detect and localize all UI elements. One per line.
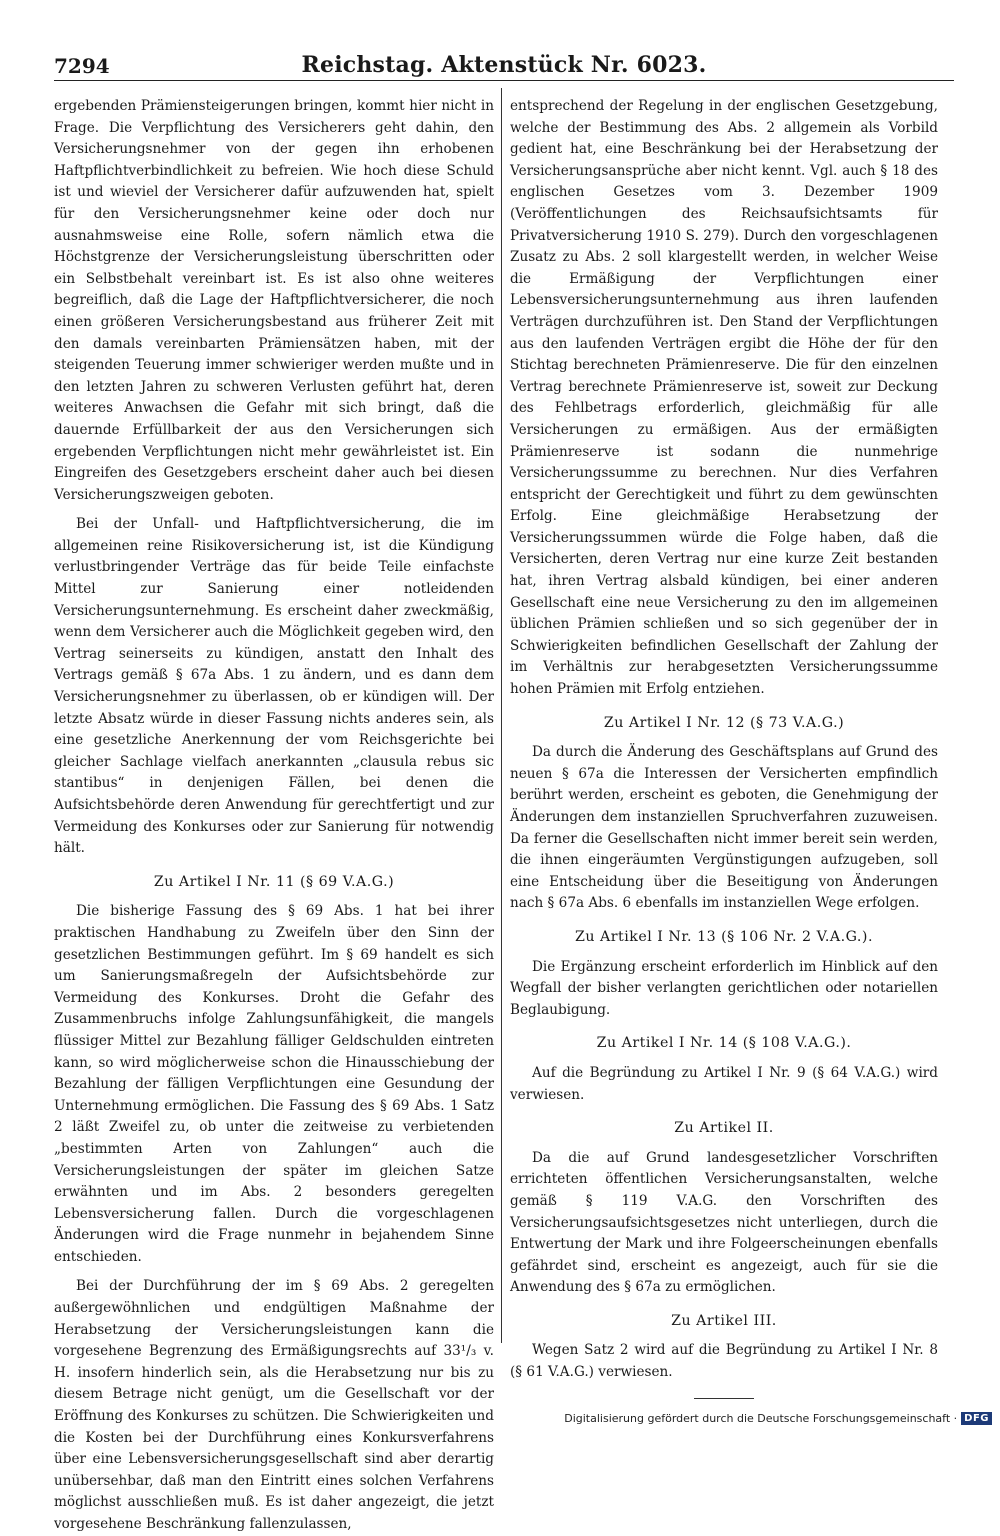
left-column (54, 96, 494, 1536)
paragraph: Die bisherige Fassung des § 69 Abs. 1 hat bei ihrer praktischen Handhabung zu Zweifeln über den Sinn der gesetzlichen Bestimmungen geführt. Im § 69 handelt es sich um Sanierungsmaßregeln der Aufsichtsbehörde zur Vermeidung des Konkurses. Droht die Gefahr des Zusammenbruchs infolge Zahlungsunfähigkeit, die mangels flüssiger Mittel zur Bezahlung fälliger Geldschulden eintreten kann, so wird möglicherweise schon die Hinausschiebung der Bezahlung der fälligen Verpflichtungen eine Gesundung der Unternehmung ermöglichen. Die Fassung des § 69 Abs. 1 Satz 2 läßt Zweifel zu, ob unter die zeitweise zu verbietenden „bestimmten Arten von Zahlungen“ auch die Versicherungsleistungen der später im gleichen Satze erwähnten und im Abs. 2 besonders geregelten Lebensversicherung fallen. Durch die vorgeschlagenen Änderungen wird die Frage nunmehr in bejahendem Sinne entschieden. (54, 903, 494, 1265)
paragraph: ergebenden Prämiensteigerungen bringen, kommt hier nicht in Frage. Die Verpflichtung des Versicherers geht dahin, den Versicherungsnehmer von der gegen ihn erhobenen Haftpflichtverbindlichkeit zu befreien. Wie hoch diese Schuld ist und wieviel der Versicherer dafür aufzuwenden hat, spielt für den Versicherungsnehmer keine oder doch nur ausnahmsweise eine Rolle, sofern nämlich etwa die Höchstgrenze der Versicherungsleistung überschritten oder ein Selbstbehalt vereinbart ist. Es ist also ohne weiteres begreiflich, daß die Lage der Haftpflichtversicherer, die noch einen größeren Versicherungsbestand aus früherer Zeit mit den damals vereinbarten Prämiensätzen haben, mit der steigenden Teuerung immer schwieriger werden mußte und in den letzten Jahren zu schweren Verlusten geführt hat, deren weiteres Anwachsen die Gefahr mit sich bringt, daß die dauernde Erfüllbarkeit der aus den Versicherungen sich ergebenden Verpflichtungen nicht mehr gewährleistet ist. Ein Eingreifen des Gesetzgebers erscheint daher auch bei diesen Versicherungszweigen geboten. (54, 98, 494, 503)
section-heading: Zu Artikel I Nr. 13 (§ 106 Nr. 2 V.A.G.). (575, 928, 873, 945)
paragraph: Bei der Unfall- und Haftpflichtversicherung, die im allgemeinen reine Risikoversicherung ist, ist die Kündigung verlustbringender Verträge das für beide Teile einfachste Mittel zur Sanierung einer notleidenden Versicherungsunternehmung. Es erscheint daher zweckmäßig, wenn dem Versicherer auch die Möglichkeit gegeben wird, den Vertrag seinerseits zu kündigen, anstatt den Inhalt des Vertrags gemäß § 67a Abs. 1 zu ändern, und es dann dem Versicherungsnehmer zu überlassen, ob er kündigen will. Der letzte Absatz würde in dieser Fassung nichts anderes sein, als eine gesetzliche Anerkennung der vom Reichsgerichte bei gleicher Sachlage vielfach anerkannten „clausula rebus sic stantibus“ in denjenigen Fällen, bei denen die Aufsichtsbehörde deren Anwendung für gerechtfertigt und zur Vermeidung des Konkurses oder zur Sanierung für notwendig hält. (54, 516, 494, 857)
paragraph: Bei der Durchführung der im § 69 Abs. 2 geregelten außergewöhnlichen und endgültigen Maßnahme der Herabsetzung der Versicherungsleistungen kann die vorgesehene Begrenzung des Ermäßigungsrechts auf 33¹/₃ v. H. insofern hinderlich sein, als die Herabsetzung nur bis zu diesem Betrage nicht genügt, um die Gesellschaft vor der Eröffnung des Konkurses zu schützen. Die Schwierigkeiten und die Kosten bei der Durchführung eines Konkursverfahrens über eine Lebensversicherungsgesellschaft sind aber derartig unübersehbar, daß man den Eintritt eines solchen Verfahrens möglichst ausschließen muß. Es ist daher angezeigt, die jetzt vorgesehene Beschränkung fallenzulassen, (54, 1278, 494, 1532)
credit-text: Digitalisierung gefördert durch die Deutsche Forschungsgemeinschaft · (564, 1412, 958, 1425)
digitization-credit (564, 1412, 992, 1425)
paragraph: Die Ergänzung erscheint erforderlich im Hinblick auf den Wegfall der bisher verlangten gerichtlichen oder notariellen Beglaubigung. (510, 958, 938, 1018)
page-header (54, 52, 954, 82)
column-divider (501, 88, 502, 1343)
header-rule (54, 80, 954, 81)
section-heading: Zu Artikel I Nr. 12 (§ 73 V.A.G.) (603, 714, 845, 731)
section-heading: Zu Artikel III. (671, 1312, 777, 1329)
paragraph: Da durch die Änderung des Geschäftsplans auf Grund des neuen § 67a die Interessen der Versicherten empfindlich berührt werden, erscheint es geboten, die Genehmigung der Änderungen dem instanziellen Spruchverfahren zuzuweisen. Da ferner die Gesellschaften nicht immer bereit sein werden, die ihnen eingeräumten Vergünstigungen aufzugeben, soll eine Entscheidung über die Beseitigung von Änderungen nach § 67a Abs. 6 ebenfalls im instanziellen Wege erfolgen. (510, 744, 938, 912)
section-heading: Zu Artikel II. (674, 1120, 774, 1137)
end-rule (694, 1398, 754, 1399)
paragraph: Wegen Satz 2 wird auf die Begründung zu Artikel I Nr. 8 (§ 61 V.A.G.) verwiesen. (510, 1342, 938, 1381)
page-number: 7294 (54, 54, 110, 78)
paragraph: Da die auf Grund landesgesetzlicher Vorschriften errichteten öffentlichen Versicherungsanstalten, welche gemäß § 119 V.A.G. den Vorschriften des Versicherungsaufsichtsgesetzes nicht unterliegen, durch die Entwertung der Mark und ihre Folgeerscheinungen ebenfalls gefährdet sind, erscheint es angezeigt, auch für sie die Anwendung des § 67a zu ermöglichen. (510, 1149, 938, 1296)
paragraph: entsprechend der Regelung in der englischen Gesetzgebung, welche der Bestimmung des Abs. 2 allgemein als Vorbild gedient hat, eine Beschränkung bei der Herabsetzung der Versicherungsansprüche aber nicht kennt. Vgl. auch § 18 des englischen Gesetzes vom 3. Dezember 1909 (Veröffentlichungen des Reichsaufsichtsamts für Privatversicherung 1910 S. 279). Durch den vorgeschlagenen Zusatz zu Abs. 2 soll klargestellt werden, in welcher Weise die Ermäßigung der Verpflichtungen einer Lebensversicherungsunternehmung aus ihren laufenden Verträgen durchzuführen ist. Den Stand der Verpflichtungen aus den laufenden Verträgen ergibt die Höhe der für den Stichtag berechneten Prämienreserve. Die für den einzelnen Vertrag berechnete Prämienreserve ist, soweit zur Deckung des Fehlbetrags erforderlich, gleichmäßig für alle Versicherungen zu ermäßigen. Aus der ermäßigten Prämienreserve ist sodann die nunmehrige Versicherungssumme zu berechnen. Nur dies Verfahren entspricht der Gerechtigkeit und führt zu dem gewünschten Erfolg. Eine gleichmäßige Herabsetzung der Versicherungssummen würde die Folge haben, daß die Versicherten, deren Vertrag nur eine kurze Zeit bestanden hat, ihren Vertrag alsbald kündigen, bei einer anderen Gesellschaft eine neue Versicherung zu den im allgemeinen üblichen Prämien schließen und so sich gegenüber der in Schwierigkeiten befindlichen Gesellschaft der Zahlung der im Verhältnis zur herabgesetzten Versicherungssumme hohen Prämien mit Erfolg entziehen. (510, 98, 938, 698)
running-title: Reichstag. Aktenstück Nr. 6023. (301, 52, 707, 78)
section-heading: Zu Artikel I Nr. 11 (§ 69 V.A.G.) (153, 873, 395, 890)
paragraph: Auf die Begründung zu Artikel I Nr. 9 (§ 64 V.A.G.) wird verwiesen. (510, 1064, 938, 1103)
section-heading: Zu Artikel I Nr. 14 (§ 108 V.A.G.). (596, 1035, 852, 1052)
dfg-logo: DFG (961, 1412, 992, 1425)
right-column (510, 96, 938, 1399)
